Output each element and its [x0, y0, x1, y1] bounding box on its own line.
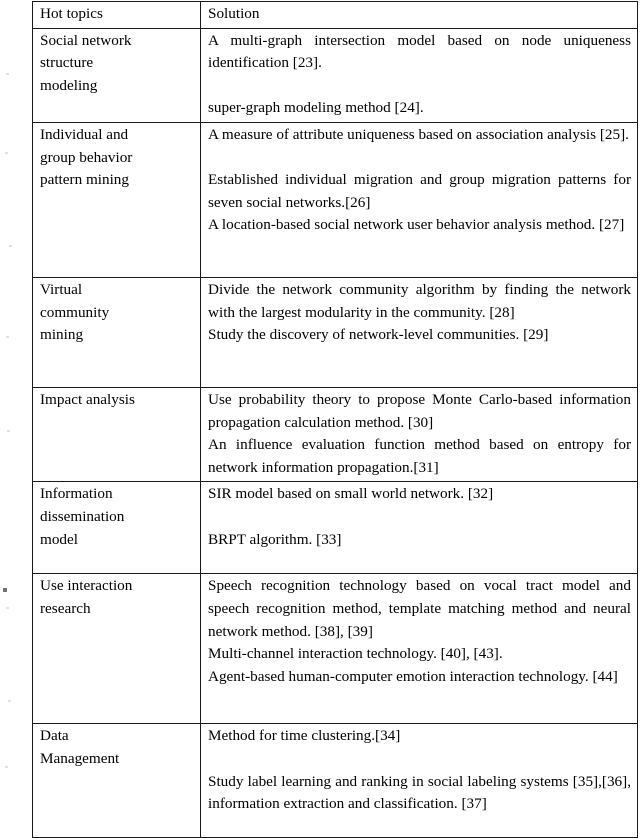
topic-line: Impact analysis [40, 390, 135, 408]
solution-cell [201, 387, 638, 481]
header-label-hot-topics: Hot topics [40, 5, 103, 22]
solution-paragraph: Study label learning and ranking in social labeling systems [35],[36], information extraction and classification. [37] [208, 772, 631, 813]
table-row [33, 122, 638, 277]
scan-speck [6, 73, 9, 75]
solution-cell [201, 277, 638, 387]
topic-line: community [40, 303, 110, 321]
topic-cell [33, 277, 201, 387]
topic-line: Data [40, 727, 69, 745]
topic-line: research [40, 599, 91, 617]
scan-speck [9, 245, 12, 247]
solution-cell [201, 122, 638, 277]
table-header-row [33, 2, 638, 29]
topic-line: Use interaction [40, 577, 133, 595]
solution-paragraph: An influence evaluation function method based on entropy for network information propagation.[31] [208, 436, 631, 476]
table-row [33, 277, 638, 387]
table-row [33, 387, 638, 481]
scan-speck [6, 336, 9, 338]
topic-line: model [40, 530, 78, 548]
header-cell-solution [201, 2, 638, 29]
solution-cell [201, 28, 638, 122]
topic-cell [33, 724, 201, 838]
solution-paragraph: Study the discovery of network-level communities. [29] [208, 326, 549, 344]
table-row [33, 724, 638, 838]
scan-speck [8, 700, 11, 702]
topic-line: Individual and [40, 125, 129, 143]
table-row [33, 28, 638, 122]
solution-paragraph: A location-based social network user behavior analysis method. [27] [208, 216, 625, 234]
table-row [33, 482, 638, 574]
topic-cell [33, 122, 201, 277]
topic-cell [33, 28, 201, 122]
solution-paragraph: SIR model based on small world network. [32] [208, 485, 494, 503]
topic-cell [33, 574, 201, 724]
topic-line: mining [40, 326, 84, 344]
solution-paragraph: A multi-graph intersection model based on node uniqueness identification [23]. [208, 31, 631, 72]
topic-line: Management [40, 749, 120, 767]
scan-speck [7, 430, 10, 432]
solution-paragraph: Multi-channel interaction technology. [40], [43]. [208, 645, 503, 663]
solution-paragraph: BRPT algorithm. [33] [208, 530, 342, 548]
topic-cell [33, 482, 201, 574]
scan-speck [5, 152, 8, 154]
solution-paragraph: A measure of attribute uniqueness based on association analysis [25]. [208, 125, 629, 143]
topic-line: group behavior [40, 148, 133, 166]
solution-paragraph: Divide the network community algorithm by finding the network with the largest modularity in the community. [28] [208, 280, 631, 321]
topic-line: Social network [40, 31, 132, 49]
scan-speck [6, 607, 9, 609]
scan-speck [5, 766, 8, 768]
topic-line: Virtual [40, 280, 83, 298]
topic-cell [33, 387, 201, 481]
topic-line: Information [40, 485, 113, 503]
solution-paragraph: super-graph modeling method [24]. [208, 99, 424, 117]
solution-cell [201, 724, 638, 838]
solution-paragraph: Use probability theory to propose Monte Carlo-based information propagation calculation method. [30] [208, 390, 631, 431]
topic-line: structure [40, 54, 94, 72]
topic-line: dissemination [40, 507, 125, 525]
topic-line: pattern mining [40, 171, 129, 189]
solution-paragraph: Method for time clustering.[34] [208, 727, 401, 745]
hot-topics-solution-table [32, 1, 638, 838]
scan-speck [3, 588, 7, 592]
solution-paragraph: Agent-based human-computer emotion interaction technology. [44] [208, 667, 618, 685]
solution-paragraph: Established individual migration and group migration patterns for seven social networks.[26] [208, 171, 631, 211]
solution-cell [201, 482, 638, 574]
solution-cell [201, 574, 638, 724]
header-cell-hot-topics [33, 2, 201, 29]
solution-paragraph: Speech recognition technology based on vocal tract model and speech recognition method, template matching method and neural network method. [38], [39] [208, 577, 631, 640]
table-row [33, 574, 638, 724]
header-label-solution: Solution [208, 5, 260, 22]
topic-line: modeling [40, 76, 98, 94]
